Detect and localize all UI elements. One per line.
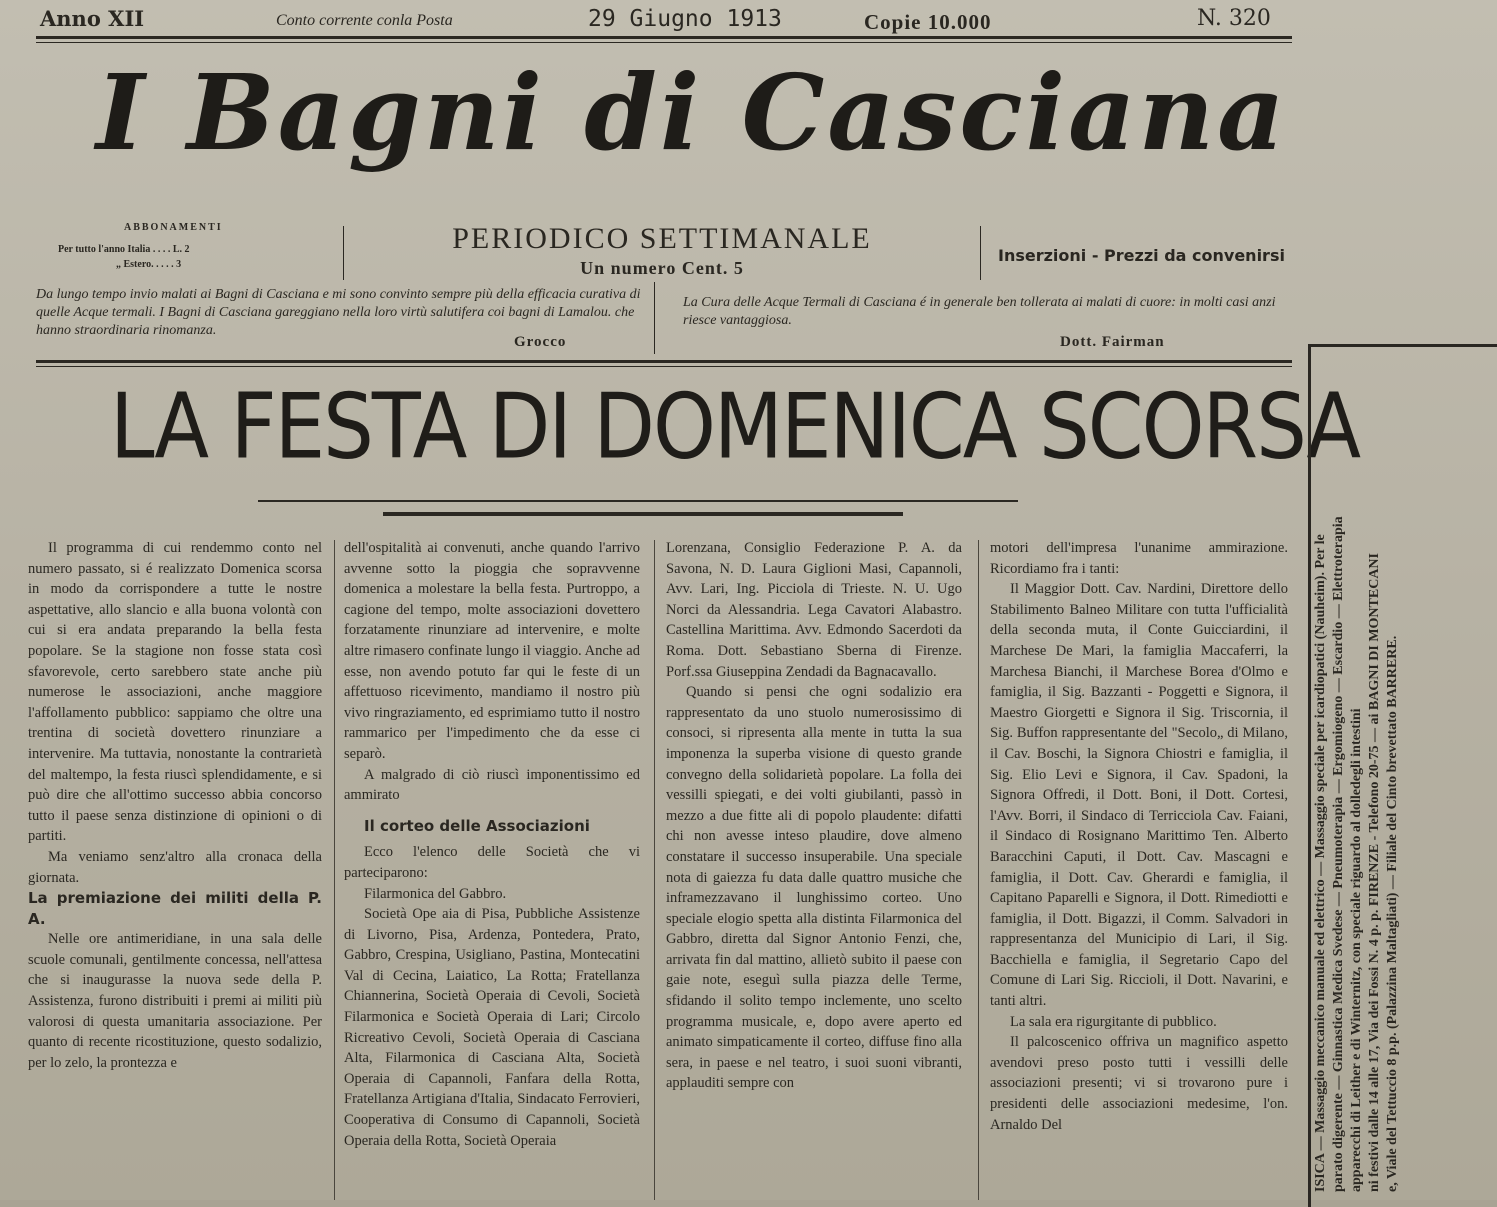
paragraph: Quando si pensi che ogni sodalizio era rappresentato da uno stuolo numerosissimo di consoci, si ripresenta alla mente in tutta la sua imponenza la superba visione di questo grande convegno della solidarietà popolare. La folla dei vessilli spiegati, e dei volti giubilanti, passò in mezzo a due fitte ali di popolo plaudente: difatti chi non avesse inteso plaudire, dove almeno constatare il successo insuperabile. Una speciale nota di gaiezza fu data dalle quattro musiche che inframezzavano il lunghissimo corteo. Uno speciale elogio spetta alla distinta Filarmonica del Gabbro, diretta dal Signor Antonio Fenzi, che, arrivata fin dal mattino, allietò subito il paese con gaie note, eseguì sulla piazza delle Terme, sfidando il solito tempo inclemente, uno scelto programma musicale, e, dopo avere aperto ed animato simpaticamente il corteo, diffuse fino alla sera, in paese e nel teatro, i suoi suoni vibranti, applauditi sempre con [666,684,962,1092]
headline-rule [258,500,1018,502]
column-divider [978,540,979,1200]
paragraph: Ecco l'elenco delle Società che vi parteciparono: [344,844,640,881]
subscription-abroad: „ Estero. . . . . 3 [116,259,182,270]
top-rule [36,36,1292,39]
sidebar-line: ni festivi dalle 14 alle 17, Via dei Fossi N. 4 p. p. FIRENZE - Telefono 20-75 — ai BAGNI DI MONTECANI [1367,553,1382,1192]
periodical-subtitle: PERIODICO SETTIMANALE [452,222,872,255]
issue-date: 29 Giugno 1913 [588,6,782,32]
sidebar-advertisement-text [1312,352,1402,1192]
subheading-corteo: Il corteo delle Associazioni [364,816,590,835]
paragraph: Società Ope aia di Pisa, Pubbliche Assistenze di Livorno, Pisa, Ardenza, Pontedera, Prato, Gabbro, Crespina, Usigliano, Pastina, Montecatini Val di Cecina, Laiatico, La Rotta; Fratellanza Chiannerina, Società Operaia di Cevoli, Società Filarmonica e Società Operaia di Lari; Circolo Ricreativo Cevoli, Società Operaia di Casciana Alta, Filarmonica di Casciana Alta, Società Operaia di Capannoli, Fanfara della Rotta, Fratellanza Artigiana d'Italia, Sindacato Ferrovieri, Cooperativa di Consumo di Capannoli, Società Operaia della Rotta, Società Operaia [344,906,640,1149]
top-rule-thin [36,42,1292,43]
quote-divider [654,282,655,354]
paragraph: A malgrado di ciò riuscì imponentissimo ed ammirato [344,766,640,804]
subscription-italy: Per tutto l'anno Italia . . . . L. 2 [58,244,190,255]
testimonial-left-signature: Grocco [514,334,567,350]
masthead-right-divider [980,226,981,280]
column-4 [990,538,1288,1200]
column-1 [28,538,322,1200]
testimonial-right: La Cura delle Acque Termali di Casciana é in generale ben tollerata ai malati di cuore: in molti casi anzi riesce vantaggiosa. [683,295,1276,328]
column-divider [654,540,655,1200]
article-headline: LA FESTA DI DOMENICA SCORSA [110,374,1360,479]
column-3 [666,538,962,1200]
sidebar-line: apparecchi di Leither e di Winternitz, con speciale riguardo al dolledegli intestini [1349,708,1364,1192]
masthead-left-divider [343,226,344,280]
paragraph: motori dell'impresa l'unanime ammirazione. Ricordiamo fra i tanti: [990,540,1288,577]
sidebar-line: parato digerente — Ginnastica Medica Svedese — Pneumoterapia — Ergomiogeno — Escardio — Elettroterapia [1331,516,1346,1192]
headline-rule-thick [383,512,903,516]
top-bar [40,6,1292,36]
subheading-premiazione: La premiazione dei militi della P. A. [28,889,322,928]
sidebar-line: e, Viale del Tettuccio 8 p.p. (Palazzina Maltagliati) — Filiale del Cinto brevettato BARRERE. [1385,635,1400,1192]
column-divider [334,540,335,1200]
advertising-rates: Inserzioni - Prezzi da convenirsi [998,246,1285,265]
paragraph: Nelle ore antimeridiane, in una sala delle scuole comunali, gentilmente concessa, nell'attesa che si inaugurasse la nuova sede della P. Assistenza, furono distribuiti i premi ai militi più valorosi di questa umanitaria associazione. Per quanto di recente ricostituzione, questo sodalizio, per lo zelo, la prontezza e [28,931,322,1071]
paragraph: La sala era rigurgitante di pubblico. [1010,1013,1217,1030]
issue-price: Un numero Cent. 5 [580,258,744,278]
postal-account: Conto corrente conla Posta [276,12,453,29]
column-2 [344,538,640,1200]
header-bottom-rule [36,360,1292,363]
paragraph: Lorenzana, Consiglio Federazione P. A. da Savona, N. D. Laura Giglioni Masi, Capannoli, Avv. Lari, Ing. Picciola di Trieste. N. U. Ugo Norci da Alessandria. Lega Cavatori Alabastro. Castellina Marittima. Avv. Edmondo Sacerdoti da Roma. Dott. Sebastiano Sberna di Firenze. Porf.ssa Giuseppina Zendadi da Bagnacavallo. [666,540,962,680]
issue-number: N. 320 [1197,6,1271,31]
subscriptions-title: ABBONAMENTI [124,222,223,233]
paragraph: Filarmonica del Gabbro. [364,885,507,902]
testimonial-left: Da lungo tempo invio malati ai Bagni di Casciana e mi sono convinto sempre più della efficacia curativa di quelle Acque termali. I Bagni di Casciana gareggiano nella loro virtù salutifera coi bagni di Lamalou. che hanno straordinaria rinomanza. [36,287,641,338]
issue-year: Anno XII [40,6,145,31]
paragraph: Il palcoscenico offriva un magnifico aspetto avendovi preso posto tutti i vessilli delle associazioni presenti; vi si trovarono pure i presidenti delle associazioni medesime, l'on. Arnaldo Del [990,1034,1288,1133]
paragraph: dell'ospitalità ai convenuti, anche quando l'arrivo avvenne sotto la pioggia che sopravvenne domenica a molestare la bella festa. Purtroppo, a cagione del tempo, molte associazioni dovettero forzatamente rinunziare ad intervenire, e molte altre rimasero confinate lungo il viaggio. Anche ad esse, non avendo potuto far qui le feste di un affettuoso ricevimento, mandiamo il nostro più vivo ringraziamento, ed esprimiamo tutto il nostro rammarico per l'impedimento che da esse ci separò. [344,540,640,762]
print-run: Copie 10.000 [864,10,992,34]
header-bottom-rule-thin [36,366,1292,367]
testimonial-right-signature: Dott. Fairman [1060,334,1165,350]
paragraph: Il programma di cui rendemmo conto nel numero passato, si é realizzato Domenica scorsa in modo da corrispondere a tutte le nostre aspettative, allo slancio e alla buona volontà con cui si era andata preparando la bella festa popolare. Se la stagione non fosse stata così sfavorevole, certo sarebbero state anche più numerose le associazioni, anche maggiore l'affollamento pubblico: sappiamo che oltre una trentina di società dovettero rinunziare a intervenire. Ma tuttavia, nonostante la contrarietà del maltempo, la festa riuscì splendidamente, e si può dire che all'ottimo successo abbia concorso tutto il paese senza distinzione di opinioni o di partiti. [28,540,322,845]
masthead: I Bagni di Casciana [96,51,1288,174]
paragraph: Il Maggior Dott. Cav. Nardini, Direttore dello Stabilimento Balneo Militare con tutta l'ufficialità della seconda muta, il Conte Guicciardini, il Marchese De Mari, la famiglia Maccaferri, la Marchesa Bianchi, il Marchese Borea d'Olmo e famiglia, il Sig. Bazzanti - Poggetti e Signora, il Maestro Giorgetti e Signora il Sig. Triscornia, il Sig. Buffon rappresentante del "Secolo„ di Milano, il Cav. Boschi, la Signora Chiostri e famiglia, il Sig. Elio Levi e Signora, il Cav. Spadoni, la Signora Offredi, il Dott. Boni, il Dott. Cortesi, l'Avv. Borri, il Sindaco di Terricciola Cav. Faiani, il Sindaco di Rosignano Marittimo Ten. Alberto Baracchini Caputi, il Dott. Cav. Mascagni e famiglia, il Dott. Cav. Gherardi e famiglia, il Capitano Paparelli e Signora, il Dott. Rimediotti e famiglia, il Dott. Bigazzi, il Comm. Salvadori in rappresentanza del Municipio di Lari, il Sig. Bacchiella e famiglia, il Segretario Capo del Comune di Lari Sig. Riccioli, il Dott. Navarini, e tanti altri. [990,581,1288,1010]
paragraph: Ma veniamo senz'altro alla cronaca della giornata. [28,848,322,886]
sidebar-line: ISICA — Massaggio meccanico manuale ed elettrico — Massaggio speciale per icardiopatici (Nauheim). Per le [1313,534,1328,1192]
